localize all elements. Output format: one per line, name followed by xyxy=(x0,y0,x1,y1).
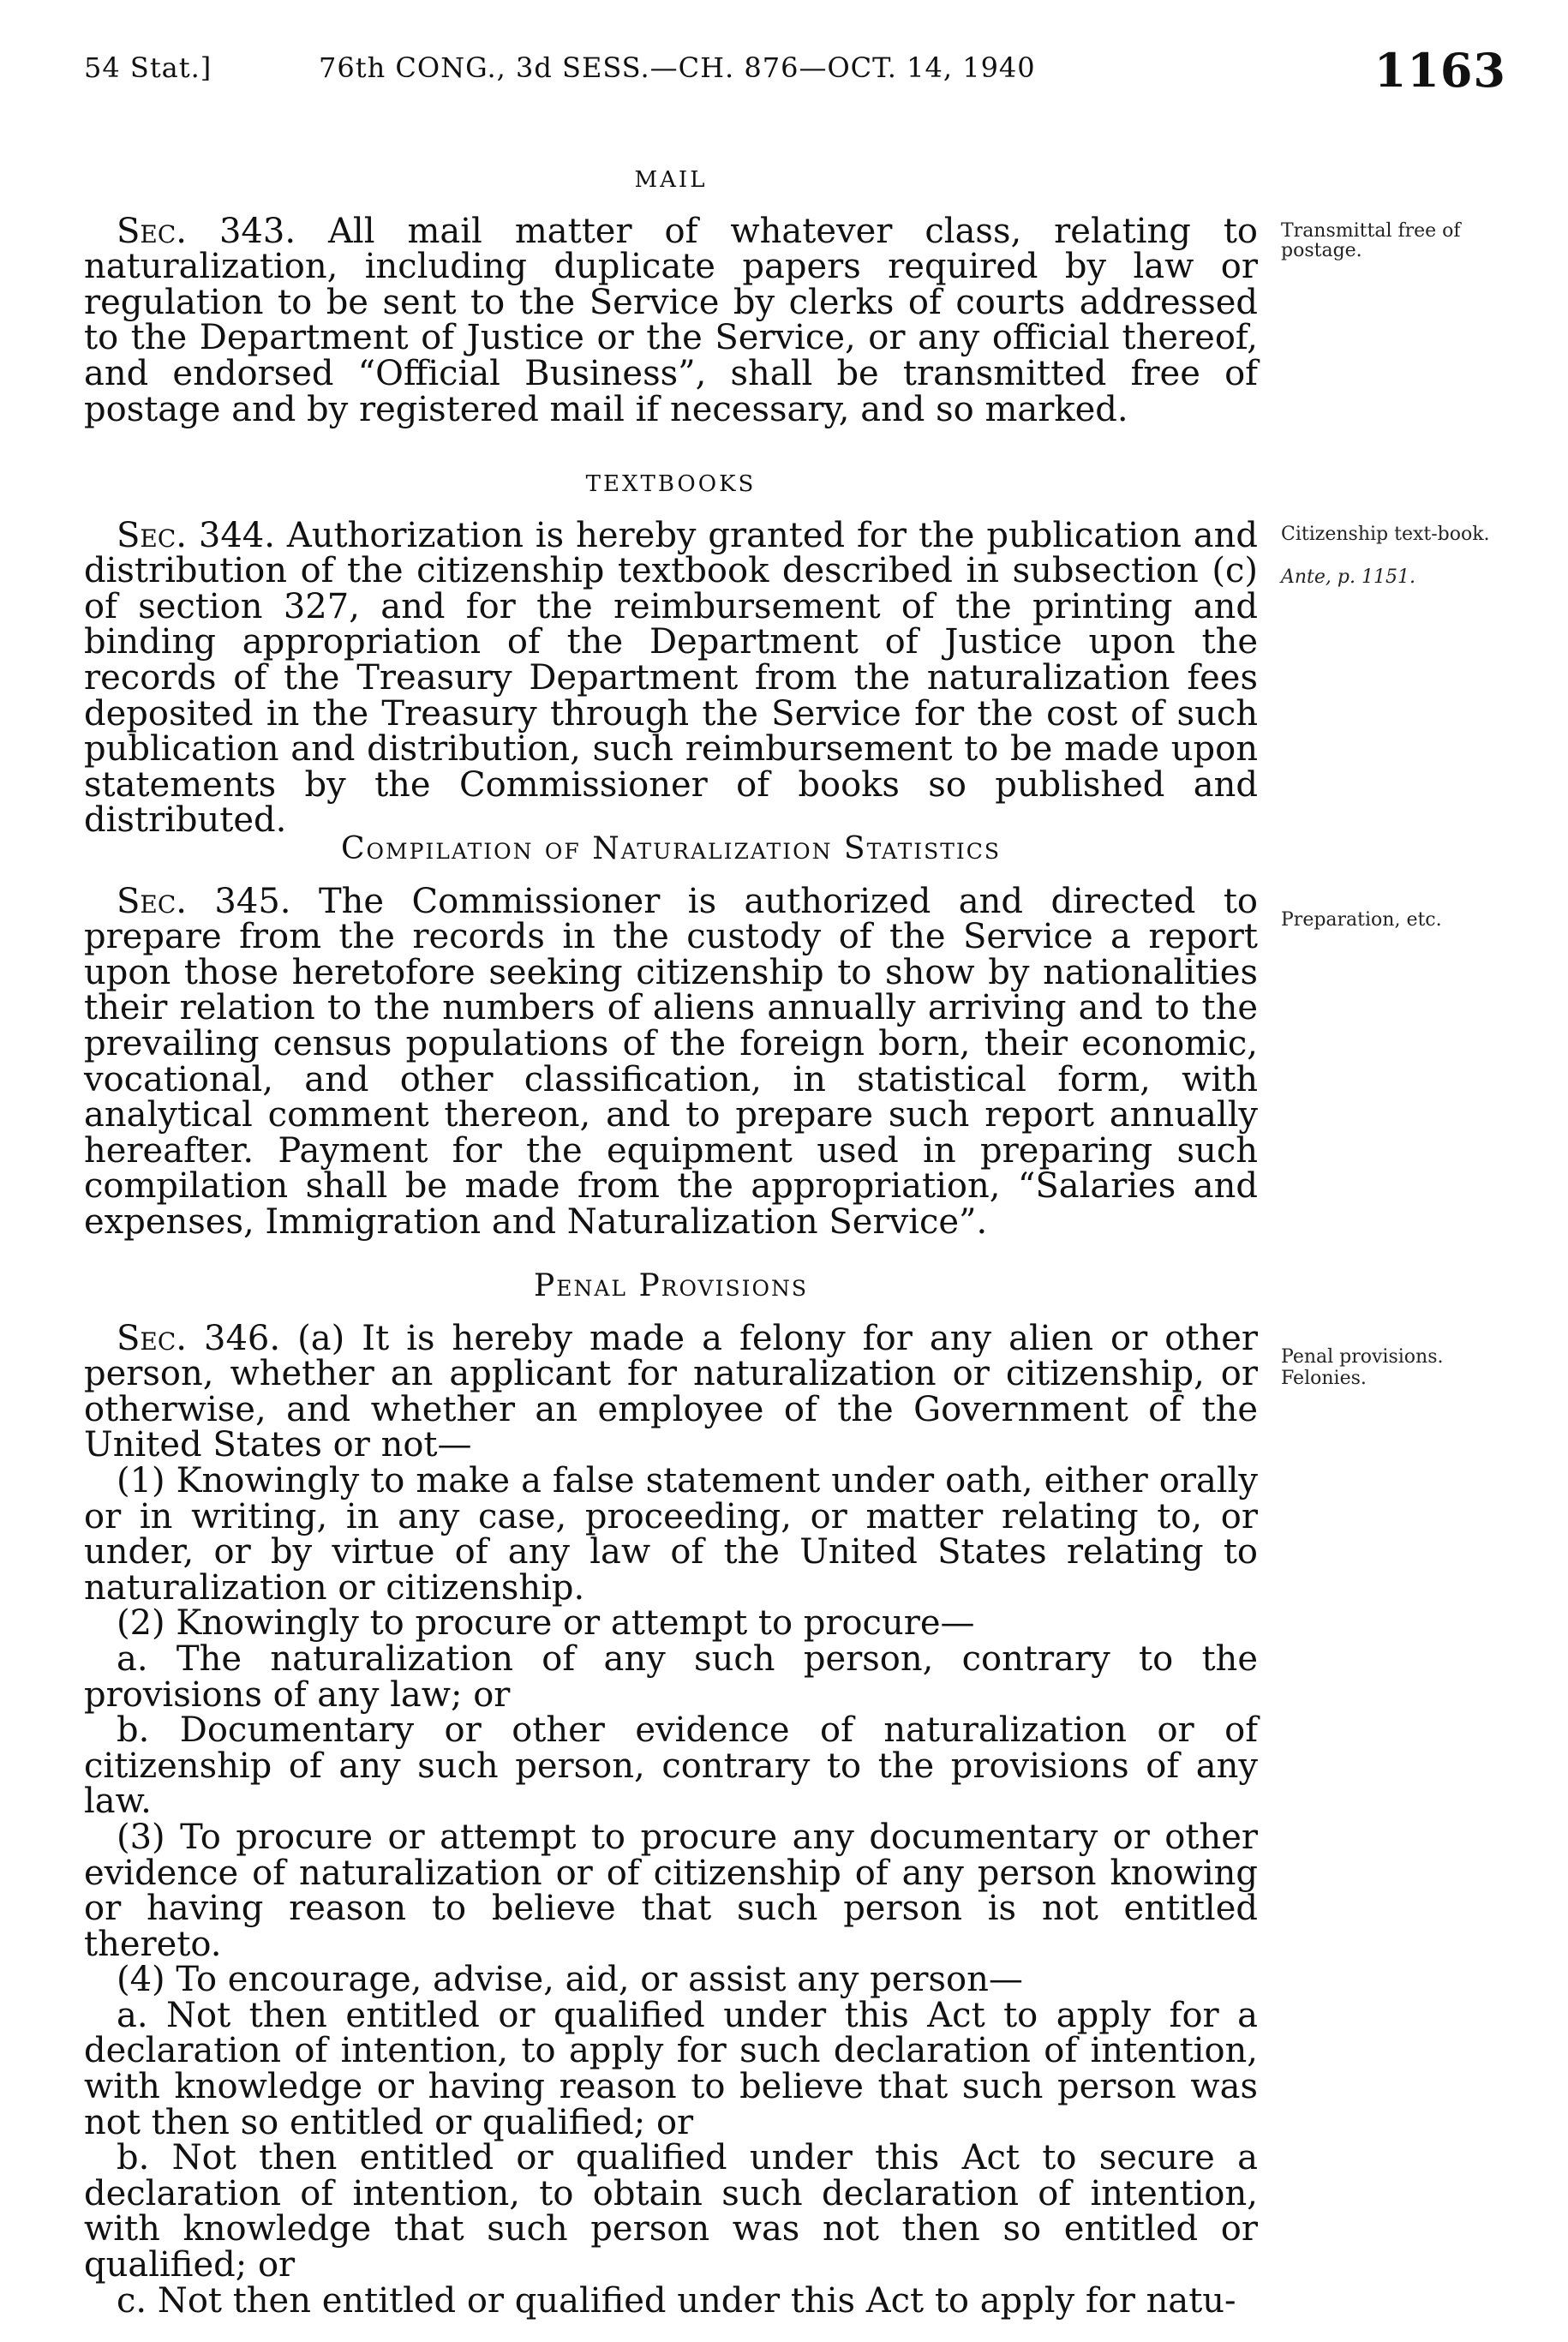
heading-textbooks: TEXTBOOKS xyxy=(585,471,757,497)
section-body: All mail matter of whatever class, relating to naturalization, including duplicate papers required by law or regulation to be sent to the Service by clerks of courts addressed to the Department of Justice or the Service, or any official thereof, and endorsed “Official Business”, shall be transmitted free of postage and by registered mail if necessary, and so marked. xyxy=(84,211,1258,429)
section-body: (a) It is hereby made a felony for any alien or other person, whether an applicant for naturalization or citizenship, or otherwise, and whether an employee of the Government of the United States or not— xyxy=(84,1318,1259,1465)
penal-item: (2) Knowingly to procure or attempt to procure— xyxy=(117,1603,975,1644)
penal-item: a. The naturalization of any such person, contrary to the provisions of any law; or xyxy=(84,1638,1258,1715)
section-345-text xyxy=(84,881,1259,1242)
margin-note-felonies: Felonies. xyxy=(1281,1368,1367,1389)
section-344-text xyxy=(84,515,1258,841)
penal-item: (3) To procure or attempt to procure any documentary or other evidence of naturalization or of citizenship of any person knowing or having reason to believe that such person is not entitled thereto. xyxy=(84,1817,1258,1964)
penal-item: (1) Knowingly to make a false statement under oath, either orally or in writing, in any case, proceeding, or matter relating to, or under, or by virtue of any law of the United States relating to naturalization or citizenship. xyxy=(84,1460,1258,1608)
penal-item: (4) To encourage, advise, aid, or assist any person— xyxy=(117,1960,1023,2000)
heading-mail: MAIL xyxy=(634,167,708,193)
penal-item: a. Not then entitled or qualified under this Act to apply for a declaration of intention, to apply for such declaration of intention, with knowledge or having reason to believe that such person was not then so entitled or qualified; or xyxy=(84,1995,1258,2142)
section-body: The Commissioner is authorized and directed to prepare from the records in the custody of the Service a report upon those heretofore seeking citizenship to show by nationalities their relation to the numbers of aliens annually arriving and to the prevailing census populations of the foreign born, their economic, vocational, and other classification, in statistical form, with analytical comment thereon, and to prepare such report annually hereafter. Payment for the equipment used in preparing such compilation shall be made from the appropriation, “Salaries and expenses, Immigration and Naturalization Service”. xyxy=(84,881,1259,1242)
section-label: Sec. 345. xyxy=(117,881,291,921)
margin-note-statistics: Preparation, etc. xyxy=(1281,909,1442,931)
margin-note-penal: Penal provisions. xyxy=(1281,1346,1444,1368)
section-body: Authorization is hereby granted for the publication and distribution of the citizenship textbook described in subsection (c) of section 327, and for the reimbursement of the printing and binding appropriation of the Department of Justice upon the records of the Treasury Department from the naturalization fees deposited in the Treasury through the Service for the cost of such publication and distribution, such reimbursement to be made upon statements by the Commissioner of books so published and distributed. xyxy=(84,515,1258,841)
section-343 xyxy=(84,163,1258,428)
penal-item: c. Not then entitled or qualified under this Act to apply for natu- xyxy=(117,2280,1236,2321)
heading-statistics: Compilation of Naturalization Statistics xyxy=(340,831,1002,866)
section-346 xyxy=(84,1268,1258,2319)
page-number: 1163 xyxy=(1373,43,1506,98)
section-343-text xyxy=(84,211,1258,429)
margin-note-textbooks-ref: Ante, p. 1151. xyxy=(1281,566,1415,588)
header-volume: 54 Stat.] xyxy=(84,51,212,84)
section-label: Sec. 344. xyxy=(117,515,275,555)
section-345 xyxy=(84,831,1258,1241)
section-label: Sec. 346. xyxy=(117,1318,281,1358)
section-label: Sec. 343. xyxy=(117,211,296,251)
margin-note-textbooks: Citizenship text-book. xyxy=(1281,524,1490,545)
section-346-text xyxy=(84,1318,1259,1465)
penal-item: b. Not then entitled or qualified under this Act to secure a declaration of intention, to obtain such declaration of intention, with knowledge that such person was not then so entitled or qualified; or xyxy=(84,2138,1258,2285)
heading-penal: Penal Provisions xyxy=(534,1268,808,1303)
header-session: 76th CONG., 3d SESS.—CH. 876—OCT. 14, 1940 xyxy=(319,51,1036,84)
margin-note-mail: Transmittal free of postage. xyxy=(1281,220,1461,261)
section-344 xyxy=(84,467,1258,839)
penal-item: b. Documentary or other evidence of naturalization or of citizenship of any such person, contrary to the provisions of any law. xyxy=(84,1710,1258,1822)
